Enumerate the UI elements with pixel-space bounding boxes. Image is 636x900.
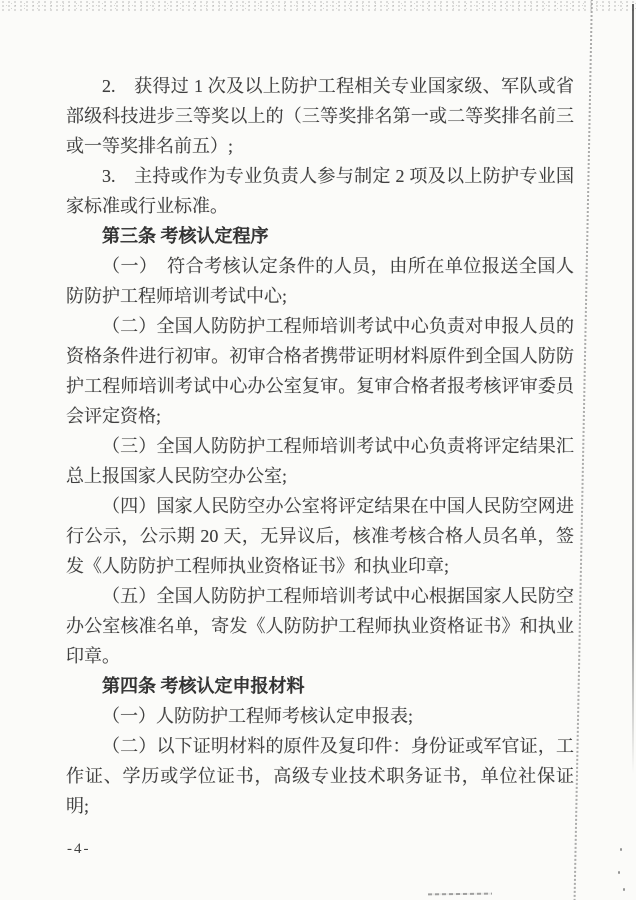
scan-speck [623,888,625,891]
scan-speck [620,848,622,851]
para-3-3: （三）全国人防防护工程师培训考试中心负责将评定结果汇总上报国家人民防空办公室; [66,436,574,486]
para-3-5: （五）全国人防防护工程师培训考试中心根据国家人民防空办公室核准名单，寄发《人防防护工程师执业资格证书》和执业印章。 [66,586,574,666]
page-fold-shadow [573,0,593,900]
para-4-2: （二）以下证明材料的原件及复印件：身份证或军官证，工作证、学历或学位证书，高级专业技术职务证书，单位社保证明; [66,736,574,816]
scan-smudge-line [428,893,492,896]
para-clause-3: 3. 主持或作为专业负责人参与制定 2 项及以上防护专业国家标准或行业标准。 [66,166,574,216]
scan-speck [618,871,620,874]
para-3-2: （二）全国人防防护工程师培训考试中心负责对申报人员的资格条件进行初审。初审合格者携带证明材料原件到全国人防防护工程师培训考试中心办公室复审。复审合格者报考核评审委员会评定资格; [66,316,574,426]
document-body [66,71,574,821]
scan-edge-line [632,4,634,774]
scan-noise-band [0,0,636,12]
para-3-4: （四）国家人民防空办公室将评定结果在中国人民防空网进行公示，公示期 20 天，无异议后，核准考核合格人员名单，签发《人防防护工程师执业资格证书》和执业印章; [66,496,574,576]
page-number: -4- [67,841,91,857]
heading-article-4: 第四条 考核认定申报材料 [102,676,305,696]
para-3-1: （一） 符合考核认定条件的人员，由所在单位报送全国人防防护工程师培训考试中心; [66,256,574,306]
heading-article-3: 第三条 考核认定程序 [102,226,269,246]
para-4-1: （一）人防防护工程师考核认定申报表; [102,706,413,726]
para-clause-2: 2. 获得过 1 次及以上防护工程相关专业国家级、军队或省部级科技进步三等奖以上的（三等奖排名第一或二等奖排名前三或一等奖排名前五）; [66,76,574,156]
